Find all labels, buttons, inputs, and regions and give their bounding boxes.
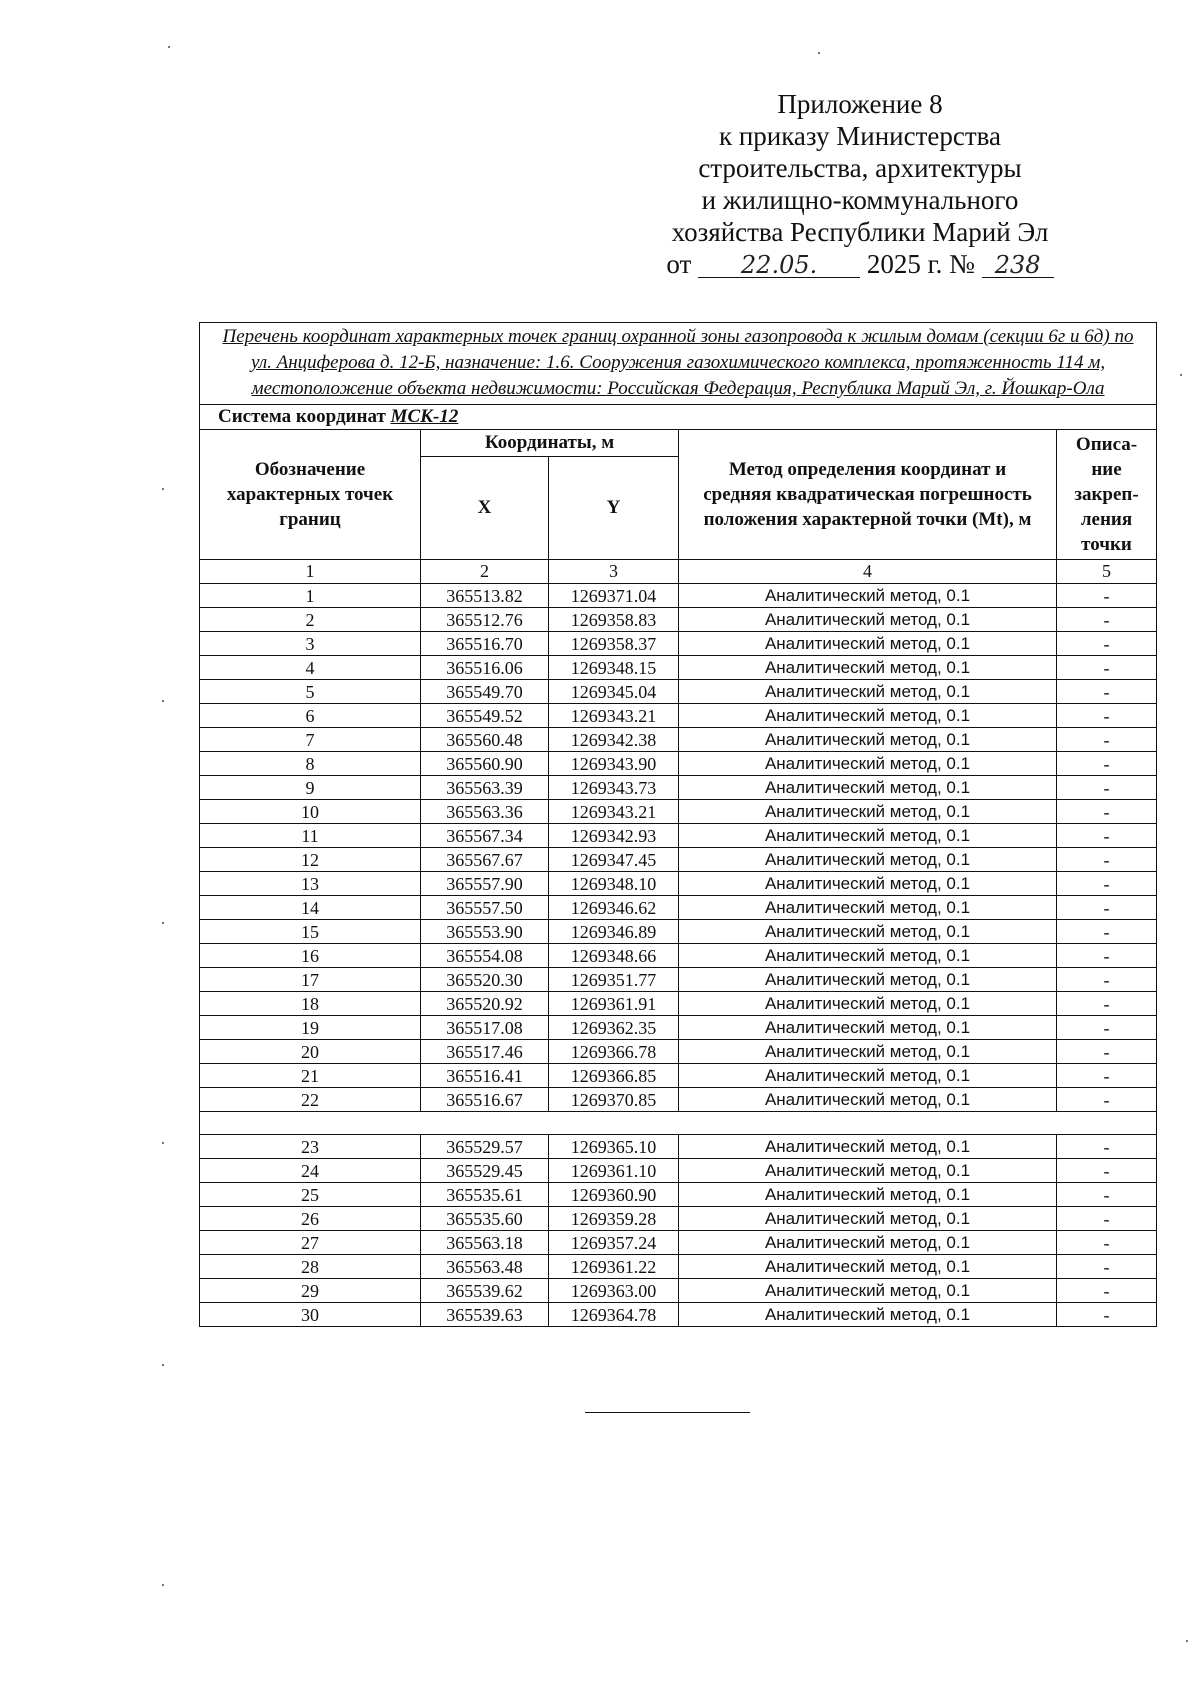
scan-speck xyxy=(168,46,170,48)
table-row xyxy=(200,608,1157,632)
method-value: Аналитический метод, 0.1 xyxy=(679,584,1057,608)
point-number: 14 xyxy=(200,896,421,920)
x-value: 365563.39 xyxy=(421,776,549,800)
table-row xyxy=(200,800,1157,824)
annex-title: Приложение 8 xyxy=(777,89,943,119)
description-value: - xyxy=(1057,632,1157,656)
method-value: Аналитический метод, 0.1 xyxy=(679,896,1057,920)
description-value: - xyxy=(1057,992,1157,1016)
description-value: - xyxy=(1057,584,1157,608)
table-row xyxy=(200,944,1157,968)
description-value: - xyxy=(1057,968,1157,992)
method-value: Аналитический метод, 0.1 xyxy=(679,608,1057,632)
x-value: 365567.34 xyxy=(421,824,549,848)
description-value: - xyxy=(1057,1279,1157,1303)
description-value: - xyxy=(1057,944,1157,968)
point-number: 4 xyxy=(200,656,421,680)
description-value: - xyxy=(1057,896,1157,920)
y-value: 1269361.22 xyxy=(549,1255,679,1279)
scan-speck xyxy=(162,922,164,924)
method-value: Аналитический метод, 0.1 xyxy=(679,872,1057,896)
method-value: Аналитический метод, 0.1 xyxy=(679,1231,1057,1255)
x-value: 365539.62 xyxy=(421,1279,549,1303)
method-value: Аналитический метод, 0.1 xyxy=(679,704,1057,728)
table-row xyxy=(200,968,1157,992)
method-value: Аналитический метод, 0.1 xyxy=(679,776,1057,800)
description-value: - xyxy=(1057,824,1157,848)
x-value: 365516.70 xyxy=(421,632,549,656)
y-value: 1269357.24 xyxy=(549,1231,679,1255)
point-number: 25 xyxy=(200,1183,421,1207)
y-value: 1269358.83 xyxy=(549,608,679,632)
method-value: Аналитический метод, 0.1 xyxy=(679,1279,1057,1303)
method-value: Аналитический метод, 0.1 xyxy=(679,1088,1057,1112)
annex-date-line xyxy=(600,248,1120,280)
y-value: 1269348.10 xyxy=(549,872,679,896)
x-value: 365535.61 xyxy=(421,1183,549,1207)
description-value: - xyxy=(1057,1183,1157,1207)
point-number: 22 xyxy=(200,1088,421,1112)
x-value: 365553.90 xyxy=(421,920,549,944)
point-number: 21 xyxy=(200,1064,421,1088)
y-value: 1269361.91 xyxy=(549,992,679,1016)
description-value: - xyxy=(1057,1231,1157,1255)
header-x: X xyxy=(421,456,549,559)
x-value: 365516.67 xyxy=(421,1088,549,1112)
table-row xyxy=(200,1255,1157,1279)
description-value: - xyxy=(1057,1255,1157,1279)
y-value: 1269343.90 xyxy=(549,752,679,776)
y-value: 1269360.90 xyxy=(549,1183,679,1207)
annex-line-republic: хозяйства Республики Марий Эл xyxy=(671,217,1049,247)
method-value: Аналитический метод, 0.1 xyxy=(679,1183,1057,1207)
description-value: - xyxy=(1057,1040,1157,1064)
scan-speck xyxy=(162,1364,164,1366)
y-value: 1269359.28 xyxy=(549,1207,679,1231)
point-number: 7 xyxy=(200,728,421,752)
scan-speck xyxy=(162,488,164,490)
table-row xyxy=(200,632,1157,656)
x-value: 365563.48 xyxy=(421,1255,549,1279)
y-value: 1269348.66 xyxy=(549,944,679,968)
method-value: Аналитический метод, 0.1 xyxy=(679,848,1057,872)
method-value: Аналитический метод, 0.1 xyxy=(679,920,1057,944)
y-value: 1269343.73 xyxy=(549,776,679,800)
description-value: - xyxy=(1057,728,1157,752)
description-value: - xyxy=(1057,800,1157,824)
coordinate-system-value: МСК-12 xyxy=(390,406,459,427)
x-value: 365563.36 xyxy=(421,800,549,824)
x-value: 365557.50 xyxy=(421,896,549,920)
method-value: Аналитический метод, 0.1 xyxy=(679,1207,1057,1231)
point-number: 20 xyxy=(200,1040,421,1064)
point-number: 11 xyxy=(200,824,421,848)
method-value: Аналитический метод, 0.1 xyxy=(679,1064,1057,1088)
point-number: 26 xyxy=(200,1207,421,1231)
point-number: 30 xyxy=(200,1303,421,1327)
x-value: 365554.08 xyxy=(421,944,549,968)
y-value: 1269363.00 xyxy=(549,1279,679,1303)
x-value: 365529.57 xyxy=(421,1135,549,1159)
description-value: - xyxy=(1057,608,1157,632)
table-row xyxy=(200,1135,1157,1159)
method-value: Аналитический метод, 0.1 xyxy=(679,680,1057,704)
table-row xyxy=(200,1064,1157,1088)
description-value: - xyxy=(1057,1303,1157,1327)
point-number: 27 xyxy=(200,1231,421,1255)
point-number: 6 xyxy=(200,704,421,728)
y-value: 1269347.45 xyxy=(549,848,679,872)
x-value: 365539.63 xyxy=(421,1303,549,1327)
annex-header xyxy=(600,88,1120,280)
table-row xyxy=(200,1207,1157,1231)
group-separator-cell xyxy=(200,1112,1157,1135)
scan-speck xyxy=(162,1142,164,1144)
description-value: - xyxy=(1057,1064,1157,1088)
annex-line-order: к приказу Министерства xyxy=(718,121,1002,151)
x-value: 365520.30 xyxy=(421,968,549,992)
handwritten-date: 22.05. xyxy=(698,253,860,278)
y-value: 1269365.10 xyxy=(549,1135,679,1159)
method-value: Аналитический метод, 0.1 xyxy=(679,1016,1057,1040)
column-number-row xyxy=(200,560,1157,584)
x-value: 365560.48 xyxy=(421,728,549,752)
group-separator-row xyxy=(200,1112,1157,1135)
col-number-2: 2 xyxy=(421,560,549,584)
table-row xyxy=(200,1040,1157,1064)
point-number: 24 xyxy=(200,1159,421,1183)
coordinates-table xyxy=(199,322,1157,1327)
point-number: 13 xyxy=(200,872,421,896)
table-row xyxy=(200,992,1157,1016)
point-number: 3 xyxy=(200,632,421,656)
header-y: Y xyxy=(549,456,679,559)
point-number: 10 xyxy=(200,800,421,824)
table-row xyxy=(200,728,1157,752)
method-value: Аналитический метод, 0.1 xyxy=(679,992,1057,1016)
description-value: - xyxy=(1057,704,1157,728)
closing-divider xyxy=(585,1412,750,1413)
point-number: 23 xyxy=(200,1135,421,1159)
x-value: 365529.45 xyxy=(421,1159,549,1183)
x-value: 365517.46 xyxy=(421,1040,549,1064)
point-number: 1 xyxy=(200,584,421,608)
header-description: Описа-ние закреп-ления точки xyxy=(1057,430,1157,560)
point-number: 17 xyxy=(200,968,421,992)
header-method: Метод определения координат и средняя квадратическая погрешность положения характерной точки (Mt), м xyxy=(679,430,1057,560)
description-value: - xyxy=(1057,920,1157,944)
table-row xyxy=(200,1016,1157,1040)
point-number: 2 xyxy=(200,608,421,632)
y-value: 1269351.77 xyxy=(549,968,679,992)
table-row xyxy=(200,896,1157,920)
y-value: 1269343.21 xyxy=(549,704,679,728)
table-row xyxy=(200,656,1157,680)
table-row xyxy=(200,752,1157,776)
method-value: Аналитический метод, 0.1 xyxy=(679,752,1057,776)
description-value: - xyxy=(1057,776,1157,800)
point-number: 18 xyxy=(200,992,421,1016)
table-row xyxy=(200,1303,1157,1327)
x-value: 365516.06 xyxy=(421,656,549,680)
y-value: 1269366.85 xyxy=(549,1064,679,1088)
table-row xyxy=(200,1279,1157,1303)
y-value: 1269361.10 xyxy=(549,1159,679,1183)
table-row xyxy=(200,920,1157,944)
table-row xyxy=(200,848,1157,872)
point-number: 5 xyxy=(200,680,421,704)
y-value: 1269346.89 xyxy=(549,920,679,944)
description-value: - xyxy=(1057,752,1157,776)
y-value: 1269366.78 xyxy=(549,1040,679,1064)
table-row xyxy=(200,680,1157,704)
y-value: 1269370.85 xyxy=(549,1088,679,1112)
table-caption: Перечень координат характерных точек границ охранной зоны газопровода к жилым домам (секции 6г и 6д) по ул. Анциферова д. 12-Б, назначение: 1.6. Сооружения газохимического комплекса, протяженность 114 м, местоположение объекта недвижимости: Российская Федерация, Республика Марий Эл, г. Йошкар-Ола xyxy=(200,323,1157,405)
header-point: Обозначение характерных точек границ xyxy=(200,430,421,560)
y-value: 1269362.35 xyxy=(549,1016,679,1040)
x-value: 365549.70 xyxy=(421,680,549,704)
description-value: - xyxy=(1057,656,1157,680)
coordinate-system-row xyxy=(200,405,1157,430)
method-value: Аналитический метод, 0.1 xyxy=(679,1303,1057,1327)
coordinate-system-label: Система координат xyxy=(218,406,386,427)
description-value: - xyxy=(1057,1016,1157,1040)
annex-line-housing: и жилищно-коммунального xyxy=(701,185,1019,215)
x-value: 365535.60 xyxy=(421,1207,549,1231)
table-row xyxy=(200,584,1157,608)
description-value: - xyxy=(1057,1159,1157,1183)
method-value: Аналитический метод, 0.1 xyxy=(679,944,1057,968)
point-number: 9 xyxy=(200,776,421,800)
description-value: - xyxy=(1057,848,1157,872)
col-number-5: 5 xyxy=(1057,560,1157,584)
description-value: - xyxy=(1057,1135,1157,1159)
method-value: Аналитический метод, 0.1 xyxy=(679,728,1057,752)
y-value: 1269346.62 xyxy=(549,896,679,920)
method-value: Аналитический метод, 0.1 xyxy=(679,1040,1057,1064)
point-number: 28 xyxy=(200,1255,421,1279)
table-row xyxy=(200,1183,1157,1207)
y-value: 1269358.37 xyxy=(549,632,679,656)
point-number: 12 xyxy=(200,848,421,872)
date-prefix: от xyxy=(666,249,692,279)
point-number: 19 xyxy=(200,1016,421,1040)
x-value: 365557.90 xyxy=(421,872,549,896)
method-value: Аналитический метод, 0.1 xyxy=(679,1255,1057,1279)
x-value: 365549.52 xyxy=(421,704,549,728)
y-value: 1269348.15 xyxy=(549,656,679,680)
col-number-1: 1 xyxy=(200,560,421,584)
method-value: Аналитический метод, 0.1 xyxy=(679,1159,1057,1183)
x-value: 365517.08 xyxy=(421,1016,549,1040)
table-row xyxy=(200,1159,1157,1183)
point-number: 16 xyxy=(200,944,421,968)
y-value: 1269364.78 xyxy=(549,1303,679,1327)
method-value: Аналитический метод, 0.1 xyxy=(679,968,1057,992)
method-value: Аналитический метод, 0.1 xyxy=(679,800,1057,824)
description-value: - xyxy=(1057,872,1157,896)
x-value: 365513.82 xyxy=(421,584,549,608)
table-row xyxy=(200,824,1157,848)
x-value: 365567.67 xyxy=(421,848,549,872)
description-value: - xyxy=(1057,1088,1157,1112)
table-row xyxy=(200,704,1157,728)
year-label: 2025 г. № xyxy=(866,249,975,279)
y-value: 1269343.21 xyxy=(549,800,679,824)
point-number: 15 xyxy=(200,920,421,944)
header-coordinates: Координаты, м xyxy=(421,430,679,457)
method-value: Аналитический метод, 0.1 xyxy=(679,632,1057,656)
method-value: Аналитический метод, 0.1 xyxy=(679,824,1057,848)
table-row xyxy=(200,872,1157,896)
scan-speck xyxy=(818,52,820,54)
annex-line-ministry: строительства, архитектуры xyxy=(698,153,1022,183)
method-value: Аналитический метод, 0.1 xyxy=(679,1135,1057,1159)
x-value: 365512.76 xyxy=(421,608,549,632)
description-value: - xyxy=(1057,1207,1157,1231)
y-value: 1269345.04 xyxy=(549,680,679,704)
x-value: 365563.18 xyxy=(421,1231,549,1255)
x-value: 365516.41 xyxy=(421,1064,549,1088)
table-row xyxy=(200,1231,1157,1255)
y-value: 1269342.93 xyxy=(549,824,679,848)
scan-speck xyxy=(1186,1640,1188,1642)
col-number-3: 3 xyxy=(549,560,679,584)
col-number-4: 4 xyxy=(679,560,1057,584)
y-value: 1269342.38 xyxy=(549,728,679,752)
scan-speck xyxy=(162,1584,164,1586)
y-value: 1269371.04 xyxy=(549,584,679,608)
table-row xyxy=(200,776,1157,800)
description-value: - xyxy=(1057,680,1157,704)
point-number: 29 xyxy=(200,1279,421,1303)
x-value: 365560.90 xyxy=(421,752,549,776)
x-value: 365520.92 xyxy=(421,992,549,1016)
point-number: 8 xyxy=(200,752,421,776)
scan-speck xyxy=(162,700,164,702)
method-value: Аналитический метод, 0.1 xyxy=(679,656,1057,680)
table-row xyxy=(200,1088,1157,1112)
handwritten-order-number: 238 xyxy=(982,253,1054,278)
scan-speck xyxy=(1180,374,1182,376)
